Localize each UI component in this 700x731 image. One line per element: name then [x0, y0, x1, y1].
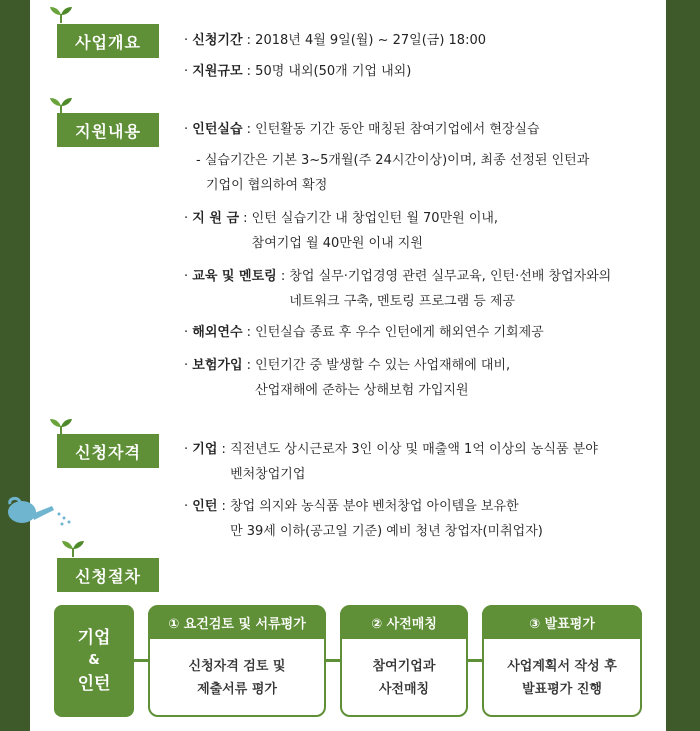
process-step-2 [340, 605, 468, 717]
support-funding-row: · 지 원 금 : 인턴 실습기간 내 창업인턴 월 70만원 이내, 참여기업 월 40만원 이내 지원 [184, 211, 499, 251]
overview-scale-row: · 지원규모 : 50명 내외(50개 기업 내외) [184, 64, 412, 79]
scale-value: 50명 내외(50개 기업 내외) [255, 64, 412, 79]
applicant-intern: 인턴 [77, 674, 111, 694]
process-connector [468, 659, 482, 662]
step-1-title: ① 요건검토 및 서류평가 [148, 605, 326, 639]
applicant-amp: & [88, 653, 100, 668]
step-1-line1: 신청자격 검토 및 [188, 659, 286, 674]
period-label: 신청기간 [192, 33, 243, 48]
support-internship-row: · 인턴실습 : 인턴활동 기간 동안 매칭된 참여기업에서 현장실습 [184, 122, 540, 137]
sprout-icon [49, 417, 73, 435]
period-value: 2018년 4월 9일(월) ~ 27일(금) 18:00 [255, 33, 486, 48]
support-mentoring-row: · 교육 및 멘토링 : 창업 실무·기업경영 관련 실무교육, 인턴·선배 창업자와의 네트워크 구축, 멘토링 프로그램 등 제공 [184, 269, 612, 309]
step-2-line2: 사전매칭 [378, 682, 430, 697]
watering-can-icon [4, 494, 76, 530]
sprout-icon [49, 96, 73, 114]
support-note-line2: 기업이 협의하여 확정 [206, 178, 328, 193]
support-note-line1: - 실습기간은 기본 3~5개월(주 24시간이상)이며, 최종 선정된 인턴과 [196, 153, 590, 168]
applicant-company: 기업 [77, 628, 111, 648]
section-badge-overview: 사업개요 [57, 24, 159, 58]
step-3-line2: 발표평가 진행 [522, 682, 602, 697]
sprout-icon [49, 5, 73, 23]
step-3-title: ③ 발표평가 [482, 605, 642, 639]
overview-period-row: · 신청기간 : 2018년 4월 9일(월) ~ 27일(금) 18:00 [184, 33, 486, 48]
eligibility-company-row: · 기업 : 직전년도 상시근로자 3인 이상 및 매출액 1억 이상의 농식품 분야 벤처창업기업 [184, 442, 598, 482]
applicant-box [54, 605, 134, 717]
step-3-line1: 사업계획서 작성 후 [507, 659, 617, 674]
section-badge-support: 지원내용 [57, 113, 159, 147]
scale-label: 지원규모 [192, 64, 243, 79]
process-step-3 [482, 605, 642, 717]
process-step-1 [148, 605, 326, 717]
step-2-title: ② 사전매칭 [340, 605, 468, 639]
process-connector [326, 659, 340, 662]
section-badge-eligibility: 신청자격 [57, 434, 159, 468]
support-insurance-row: · 보험가입 : 인턴기간 중 발생할 수 있는 사업재해에 대비, 산업재해에 준하는 상해보험 가입지원 [184, 358, 511, 398]
section-badge-procedure: 신청절차 [57, 558, 159, 592]
process-connector [134, 659, 148, 662]
eligibility-intern-row: · 인턴 : 창업 의지와 농식품 분야 벤처창업 아이템을 보유한 만 39세 이하(공고일 기준) 예비 청년 창업자(미취업자) [184, 499, 543, 539]
step-2-line1: 참여기업과 [372, 659, 436, 674]
sprout-icon [61, 539, 85, 557]
support-overseas-row: · 해외연수 : 인턴실습 종료 후 우수 인턴에게 해외연수 기회제공 [184, 325, 544, 340]
step-1-line2: 제출서류 평가 [197, 682, 277, 697]
